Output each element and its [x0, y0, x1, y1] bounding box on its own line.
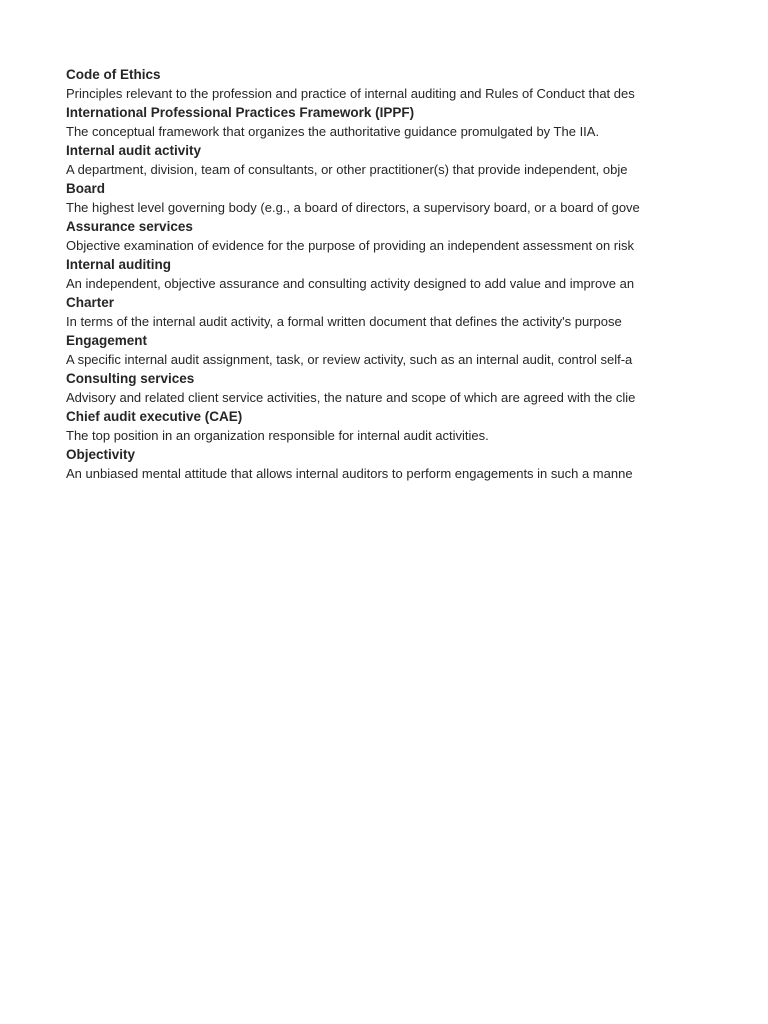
glossary-definition: In terms of the internal audit activity, a formal written document that defines the activity's purpose [66, 314, 622, 329]
glossary-term: Assurance services [66, 219, 193, 234]
glossary-entry-assurance-services [66, 217, 687, 255]
glossary-entry-engagement [66, 331, 687, 369]
glossary-term: International Professional Practices Framework (IPPF) [66, 105, 415, 120]
glossary-definition: Advisory and related client service activities, the nature and scope of which are agreed with the clie [66, 390, 636, 405]
glossary-entry-internal-auditing [66, 255, 687, 293]
glossary-definition: The conceptual framework that organizes the authoritative guidance promulgated by The IIA. [66, 124, 600, 139]
glossary-term: Consulting services [66, 371, 195, 386]
glossary-entry-charter [66, 293, 687, 331]
glossary-entry-objectivity [66, 445, 687, 483]
glossary-definition: The highest level governing body (e.g., a board of directors, a supervisory board, or a board of gove [66, 200, 640, 215]
glossary-term: Chief audit executive (CAE) [66, 409, 243, 424]
glossary-definition: A specific internal audit assignment, task, or review activity, such as an internal audit, control self-a [66, 352, 633, 367]
glossary-definition: Objective examination of evidence for the purpose of providing an independent assessment on risk [66, 238, 635, 253]
glossary-definition: An independent, objective assurance and consulting activity designed to add value and improve an [66, 276, 635, 291]
glossary-term: Engagement [66, 333, 148, 348]
glossary-entry-consulting-services [66, 369, 687, 407]
glossary-term: Charter [66, 295, 115, 310]
glossary-definition: The top position in an organization responsible for internal audit activities. [66, 428, 489, 443]
glossary-entry-cae [66, 407, 687, 445]
glossary-term: Code of Ethics [66, 67, 161, 82]
glossary-term: Internal audit activity [66, 143, 202, 158]
glossary-sheet [66, 65, 687, 483]
glossary-term: Objectivity [66, 447, 136, 462]
glossary-definition: An unbiased mental attitude that allows internal auditors to perform engagements in such a manne [66, 466, 633, 481]
glossary-entry-ippf [66, 103, 687, 141]
glossary-term: Internal auditing [66, 257, 172, 272]
glossary-entry-internal-audit-activity [66, 141, 687, 179]
glossary-definition: Principles relevant to the profession and practice of internal auditing and Rules of Conduct that des [66, 86, 635, 101]
glossary-entry-code-of-ethics [66, 65, 687, 103]
glossary-definition: A department, division, team of consultants, or other practitioner(s) that provide independent, obje [66, 162, 628, 177]
glossary-entry-board [66, 179, 687, 217]
glossary-term: Board [66, 181, 106, 196]
